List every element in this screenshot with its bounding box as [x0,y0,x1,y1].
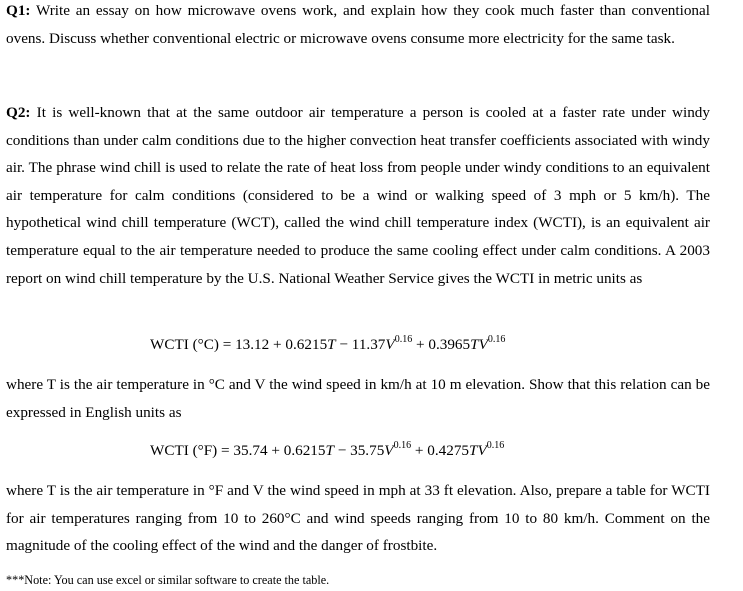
equation-metric-exp2: 0.16 [487,334,506,345]
equation-english-term2: − 35.75 [333,442,385,460]
equation-metric-v: V [385,336,395,354]
question-1 [6,0,710,52]
equation-english-t: T [325,442,334,460]
metric-explanation-text: where T is the air temperature in °C and V the wind speed in km/h at 10 m elevation. Show that this relation can be expressed in English units as [6,376,710,421]
english-explanation-text: where T is the air temperature in °F and V the wind speed in mph at 33 ft elevation. Also, prepare a table for WCTI for air temperatures ranging from 10 to 260°C and wind speeds ranging from 10 to 80 km/h. Comment on the magnitude of the cooling effect of the wind and the danger of frostbite. [6,482,710,555]
english-explanation [6,477,710,560]
equation-english-lhs: WCTI (°F) = 35.74 + 0.6215 [150,442,326,460]
equation-english-exp1: 0.16 [393,440,412,451]
question-2-text: It is well-known that at the same outdoor air temperature a person is cooled at a faster rate under windy conditions than under calm conditions due to the higher convection heat transfer coefficients associated with windy air. The phrase wind chill is used to relate the rate of heat loss from people under windy conditions to an equivalent air temperature for calm conditions (considered to be a wind or walking speed of 3 mph or 5 km/h). The hypothetical wind chill temperature (WCT), called the wind chill temperature index (WCTI), is an equivalent air temperature equal to the air temperature needed to produce the same cooling effect under calm conditions. A 2003 report on wind chill temperature by the U.S. National Weather Service gives the WCTI in metric units as [6,104,710,287]
equation-metric-tv: TV [470,336,488,354]
metric-explanation [6,371,710,426]
equation-metric-term2: − 11.37 [335,336,386,354]
equation-english-tv: TV [469,442,487,460]
question-2 [6,99,710,292]
equation-metric-term3: + 0.3965 [412,336,471,354]
equation-metric-t: T [327,336,336,354]
equation-english-term3: + 0.4275 [411,442,470,460]
footnote-text: ***Note: You can use excel or similar software to create the table. [6,573,330,587]
footnote [6,573,329,588]
equation-english-v: V [384,442,394,460]
equation-metric [150,335,710,354]
equation-english [150,441,710,460]
question-1-label: Q1: [6,2,31,19]
equation-metric-lhs: WCTI (°C) = 13.12 + 0.6215 [150,336,328,354]
question-1-text: Write an essay on how microwave ovens work, and explain how they cook much faster than conventional ovens. Discuss whether conventional electric or microwave ovens consume more electricity for the same task. [6,2,710,47]
question-2-label: Q2: [6,104,31,121]
equation-english-exp2: 0.16 [486,440,505,451]
equation-metric-exp1: 0.16 [394,334,413,345]
